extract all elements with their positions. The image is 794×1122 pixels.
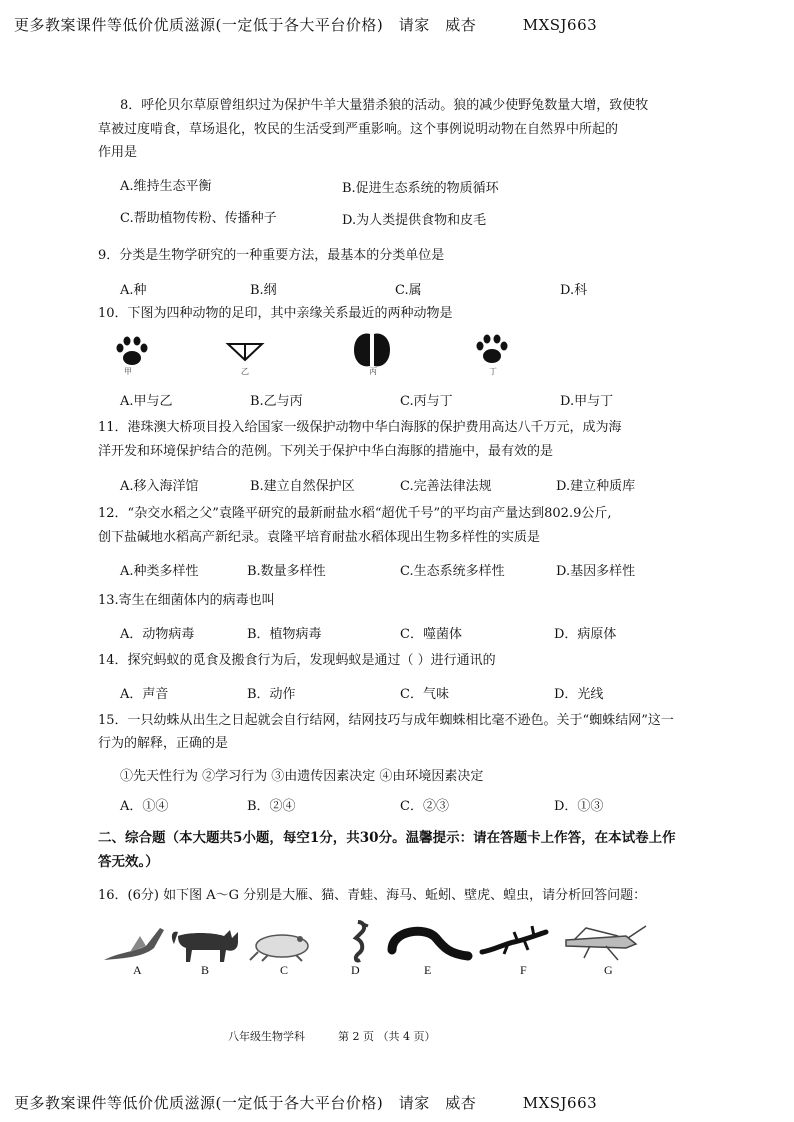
footprint-jia-icon [112,333,152,373]
q13-stem: 13.寄生在细菌体内的病毒也叫 [98,593,275,608]
footprint-bing-icon [350,330,394,370]
q8-line2: 草被过度啃食，草场退化，牧民的生活受到严重影响。这个事例说明动物在自然界中所起的 [98,122,619,137]
q13-option-a: A．动物病毒 [120,627,195,642]
q9-option-d: D.科 [560,283,588,298]
footprint-label-bing: 丙 [369,367,377,376]
q13-option-b: B．植物病毒 [247,627,322,642]
q11-line2: 洋开发和环境保护结合的范例。下列关于保护中华白海豚的措施中，最有效的是 [98,444,554,459]
q11-option-d: D.建立种质库 [556,479,636,494]
q12-line1: 12．“杂交水稻之父”袁隆平研究的最新耐盐水稻“超优千号”的平均亩产量达到802.9公斤, [98,506,612,521]
animal-label-d: D [351,963,360,977]
animal-label-c: C [280,963,289,977]
q8-line1: 8．呼伦贝尔草原曾组织过为保护牛羊大量猎杀狼的活动。狼的减少使野兔数量大增，致使牧 [120,98,649,113]
footprint-yi-icon [224,340,266,364]
animal-label-a: A [133,963,142,977]
footprint-label-ding: 丁 [489,367,497,376]
q9-option-b: B.纲 [250,283,277,298]
goose-icon [100,922,170,966]
gecko-icon [478,922,554,960]
page-footer: 八年级生物学科 第 2 页 （共 4 页） [228,1030,436,1043]
seahorse-icon [334,918,374,964]
q12-option-d: D.基因多样性 [556,564,636,579]
cat-icon [168,924,244,964]
footprint-ding-icon [472,331,512,371]
q10-option-c: C.丙与丁 [400,394,453,409]
q11-option-a: A.移入海洋馆 [120,479,199,494]
q15-option-b: B．②④ [247,799,296,814]
q12-option-a: A.种类多样性 [120,564,199,579]
q11-option-b: B.建立自然保护区 [250,479,355,494]
q13-option-c: C．噬菌体 [400,627,462,642]
q15-statements: ①先天性行为 ②学习行为 ③由遗传因素决定 ④由环境因素决定 [120,769,484,784]
page-bottom-header: 更多教案课件等低价优质滋源(一定低于各大平台价格) 请家 威杏 MXSJ663 [14,1094,598,1112]
frog-icon [248,930,316,962]
q9-stem: 9．分类是生物学研究的一种重要方法，最基本的分类单位是 [98,248,445,263]
q12-option-c: C.生态系统多样性 [400,564,505,579]
q8-option-b: B.促进生态系统的物质循环 [342,181,499,196]
q15-option-a: A．①④ [120,799,169,814]
animal-label-g: G [604,963,613,977]
q14-option-d: D．光线 [554,687,604,702]
page-header: 更多教案课件等低价优质滋源(一定低于各大平台价格) 请家 威杏 MXSJ663 [14,16,598,34]
q8-line3: 作用是 [98,145,138,160]
q10-option-a: A.甲与乙 [120,394,173,409]
q10-option-b: B.乙与丙 [250,394,303,409]
q14-option-b: B．动作 [247,687,296,702]
q14-stem: 14．探究蚂蚁的觅食及搬食行为后，发现蚂蚁是通过（ ）进行通讯的 [98,653,496,668]
q13-option-d: D．病原体 [554,627,617,642]
section2-title-line2: 答无效。） [98,854,159,870]
q8-option-d: D.为人类提供食物和皮毛 [342,213,487,228]
q16-stem: 16．(6分) 如下图 A～G 分别是大雁、猫、青蛙、海马、蚯蚓、壁虎、蝗虫，请分析回答问题： [98,888,647,903]
footprint-label-yi: 乙 [241,367,249,376]
footprint-label-jia: 甲 [124,367,132,376]
animal-label-e: E [424,963,432,977]
q15-line2: 行为的解释，正确的是 [98,736,229,751]
section2-title-line1: 二、综合题（本大题共5小题，每空1分，共30分。温馨提示：请在答题卡上作答，在本试卷上作 [98,830,676,846]
q8-option-a: A.维持生态平衡 [120,179,212,194]
q9-option-c: C.属 [395,283,422,298]
q10-stem: 10．下图为四种动物的足印，其中亲缘关系最近的两种动物是 [98,306,453,321]
q15-option-c: C．②③ [400,799,449,814]
q8-option-c: C.帮助植物传粉、传播种子 [120,211,277,226]
q14-option-c: C．气味 [400,687,449,702]
q11-option-c: C.完善法律法规 [400,479,492,494]
q9-option-a: A.种 [120,283,147,298]
q12-line2: 创下盐碱地水稻高产新纪录。袁隆平培育耐盐水稻体现出生物多样性的实质是 [98,530,541,545]
q10-option-d: D.甲与丁 [560,394,614,409]
animal-label-f: F [520,963,527,977]
q11-line1: 11．港珠澳大桥项目投入给国家一级保护动物中华白海豚的保护费用高达八千万元，成为海 [98,420,622,435]
locust-icon [556,922,652,962]
q15-option-d: D．①③ [554,799,604,814]
q12-option-b: B.数量多样性 [247,564,326,579]
q14-option-a: A．声音 [120,687,169,702]
animal-label-b: B [201,963,210,977]
q15-line1: 15．一只幼蛛从出生之日起就会自行结网，结网技巧与成年蜘蛛相比毫不逊色。关于“蜘蛛结网”这一 [98,713,674,728]
earthworm-icon [386,920,472,962]
